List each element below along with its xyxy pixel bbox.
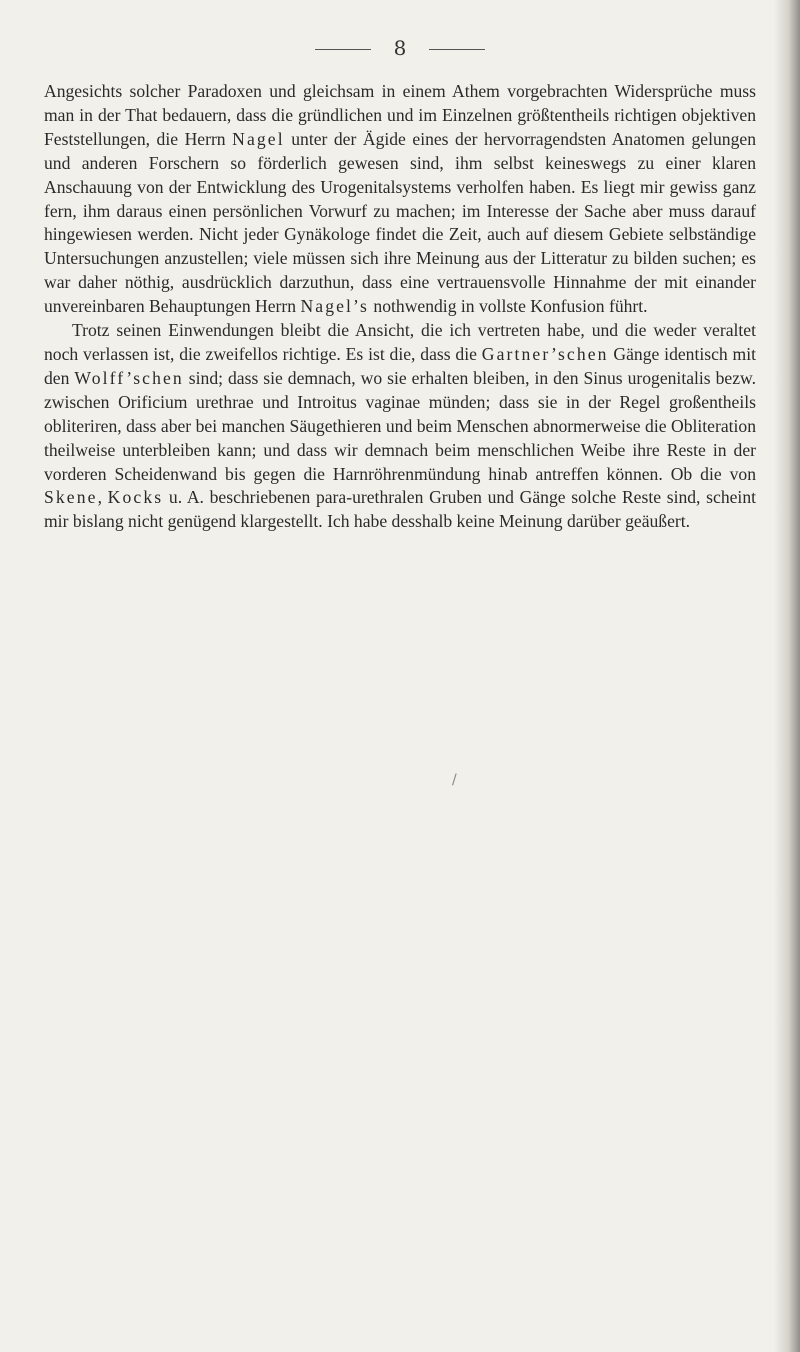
- spaced-name: Skene: [44, 487, 98, 508]
- body-text: [44, 80, 756, 534]
- text-segment: ,: [97, 487, 108, 508]
- text-segment: Angesichts solcher Paradoxen und gleichsam in einem Athem vorgebrachten Widersprüche muss man in der That bedauern, dass die gründlichen und im Einzelnen größtentheils richtigen objektiven Feststellungen, die Herrn: [44, 81, 756, 149]
- paragraph: [44, 319, 756, 534]
- text-segment: nothwendig in vollste Konfusion führt.: [369, 296, 648, 317]
- spaced-name: Kocks: [107, 487, 164, 508]
- page-number: 8: [393, 36, 407, 60]
- text-segment: unter der Ägide eines der hervorragendsten Anatomen gelungen und anderen Forschern so förderlich gewesen sind, ihm selbst keineswegs zu einer klaren Anschauung von der Entwicklung des Urogenitalsystems verholfen haben. Es liegt mir gewiss ganz fern, ihm daraus einen persönlichen Vorwurf zu machen; im Interesse der Sache aber muss darauf hingewiesen werden. Nicht jeder Gynäkologe findet die Zeit, auch auf diesem Gebiete selbständige Untersuchungen anzustellen; viele müssen sich ihre Meinung aus der Litteratur zu bilden suchen; es war daher nöthig, ausdrücklich darzuthun, dass eine vertrauensvolle Hinnahme der mit einander unvereinbaren Behauptungen Herrn: [44, 128, 756, 317]
- text-segment: sind; dass sie demnach, wo sie erhalten bleiben, in den Sinus urogenitalis bezw. zwischen Orificium urethrae und Introitus vaginae münden; dass sie in der Regel großentheils obliteriren, dass aber bei manchen Säugethieren und beim Menschen abnormerweise die Obliteration theilweise unterbleiben kann; und dass wir demnach beim menschlichen Weibe ihre Reste in der vorderen Scheidenwand bis gegen die Harnröhrenmündung hinab antreffen können. Ob die von: [44, 367, 756, 484]
- paragraph: [44, 80, 756, 319]
- spaced-name: Wolff’schen: [74, 367, 184, 388]
- text-segment: Trotz seinen Einwendungen bleibt die Ansicht, die ich vertreten habe, und die weder veraltet noch verlassen ist, die zweifellos richtige. Es ist die, dass die: [44, 320, 756, 364]
- text-segment: Gänge identisch mit den: [44, 343, 757, 388]
- spaced-name: Gartner’schen: [481, 343, 609, 364]
- text-segment: u. A. beschriebenen para-urethralen Gruben und Gänge solche Reste sind, scheint mir bislang nicht genügend klargestellt. Ich habe desshalb keine Meinung darüber geäußert.: [44, 487, 756, 532]
- header-rule-right: [429, 49, 485, 50]
- spaced-name: Nagel’s: [300, 296, 370, 317]
- scan-mark: /: [452, 772, 457, 788]
- page-edge-shadow: [774, 0, 800, 1352]
- spaced-name: Nagel: [232, 128, 285, 149]
- header-rule-left: [315, 49, 371, 50]
- page-header: [0, 36, 800, 60]
